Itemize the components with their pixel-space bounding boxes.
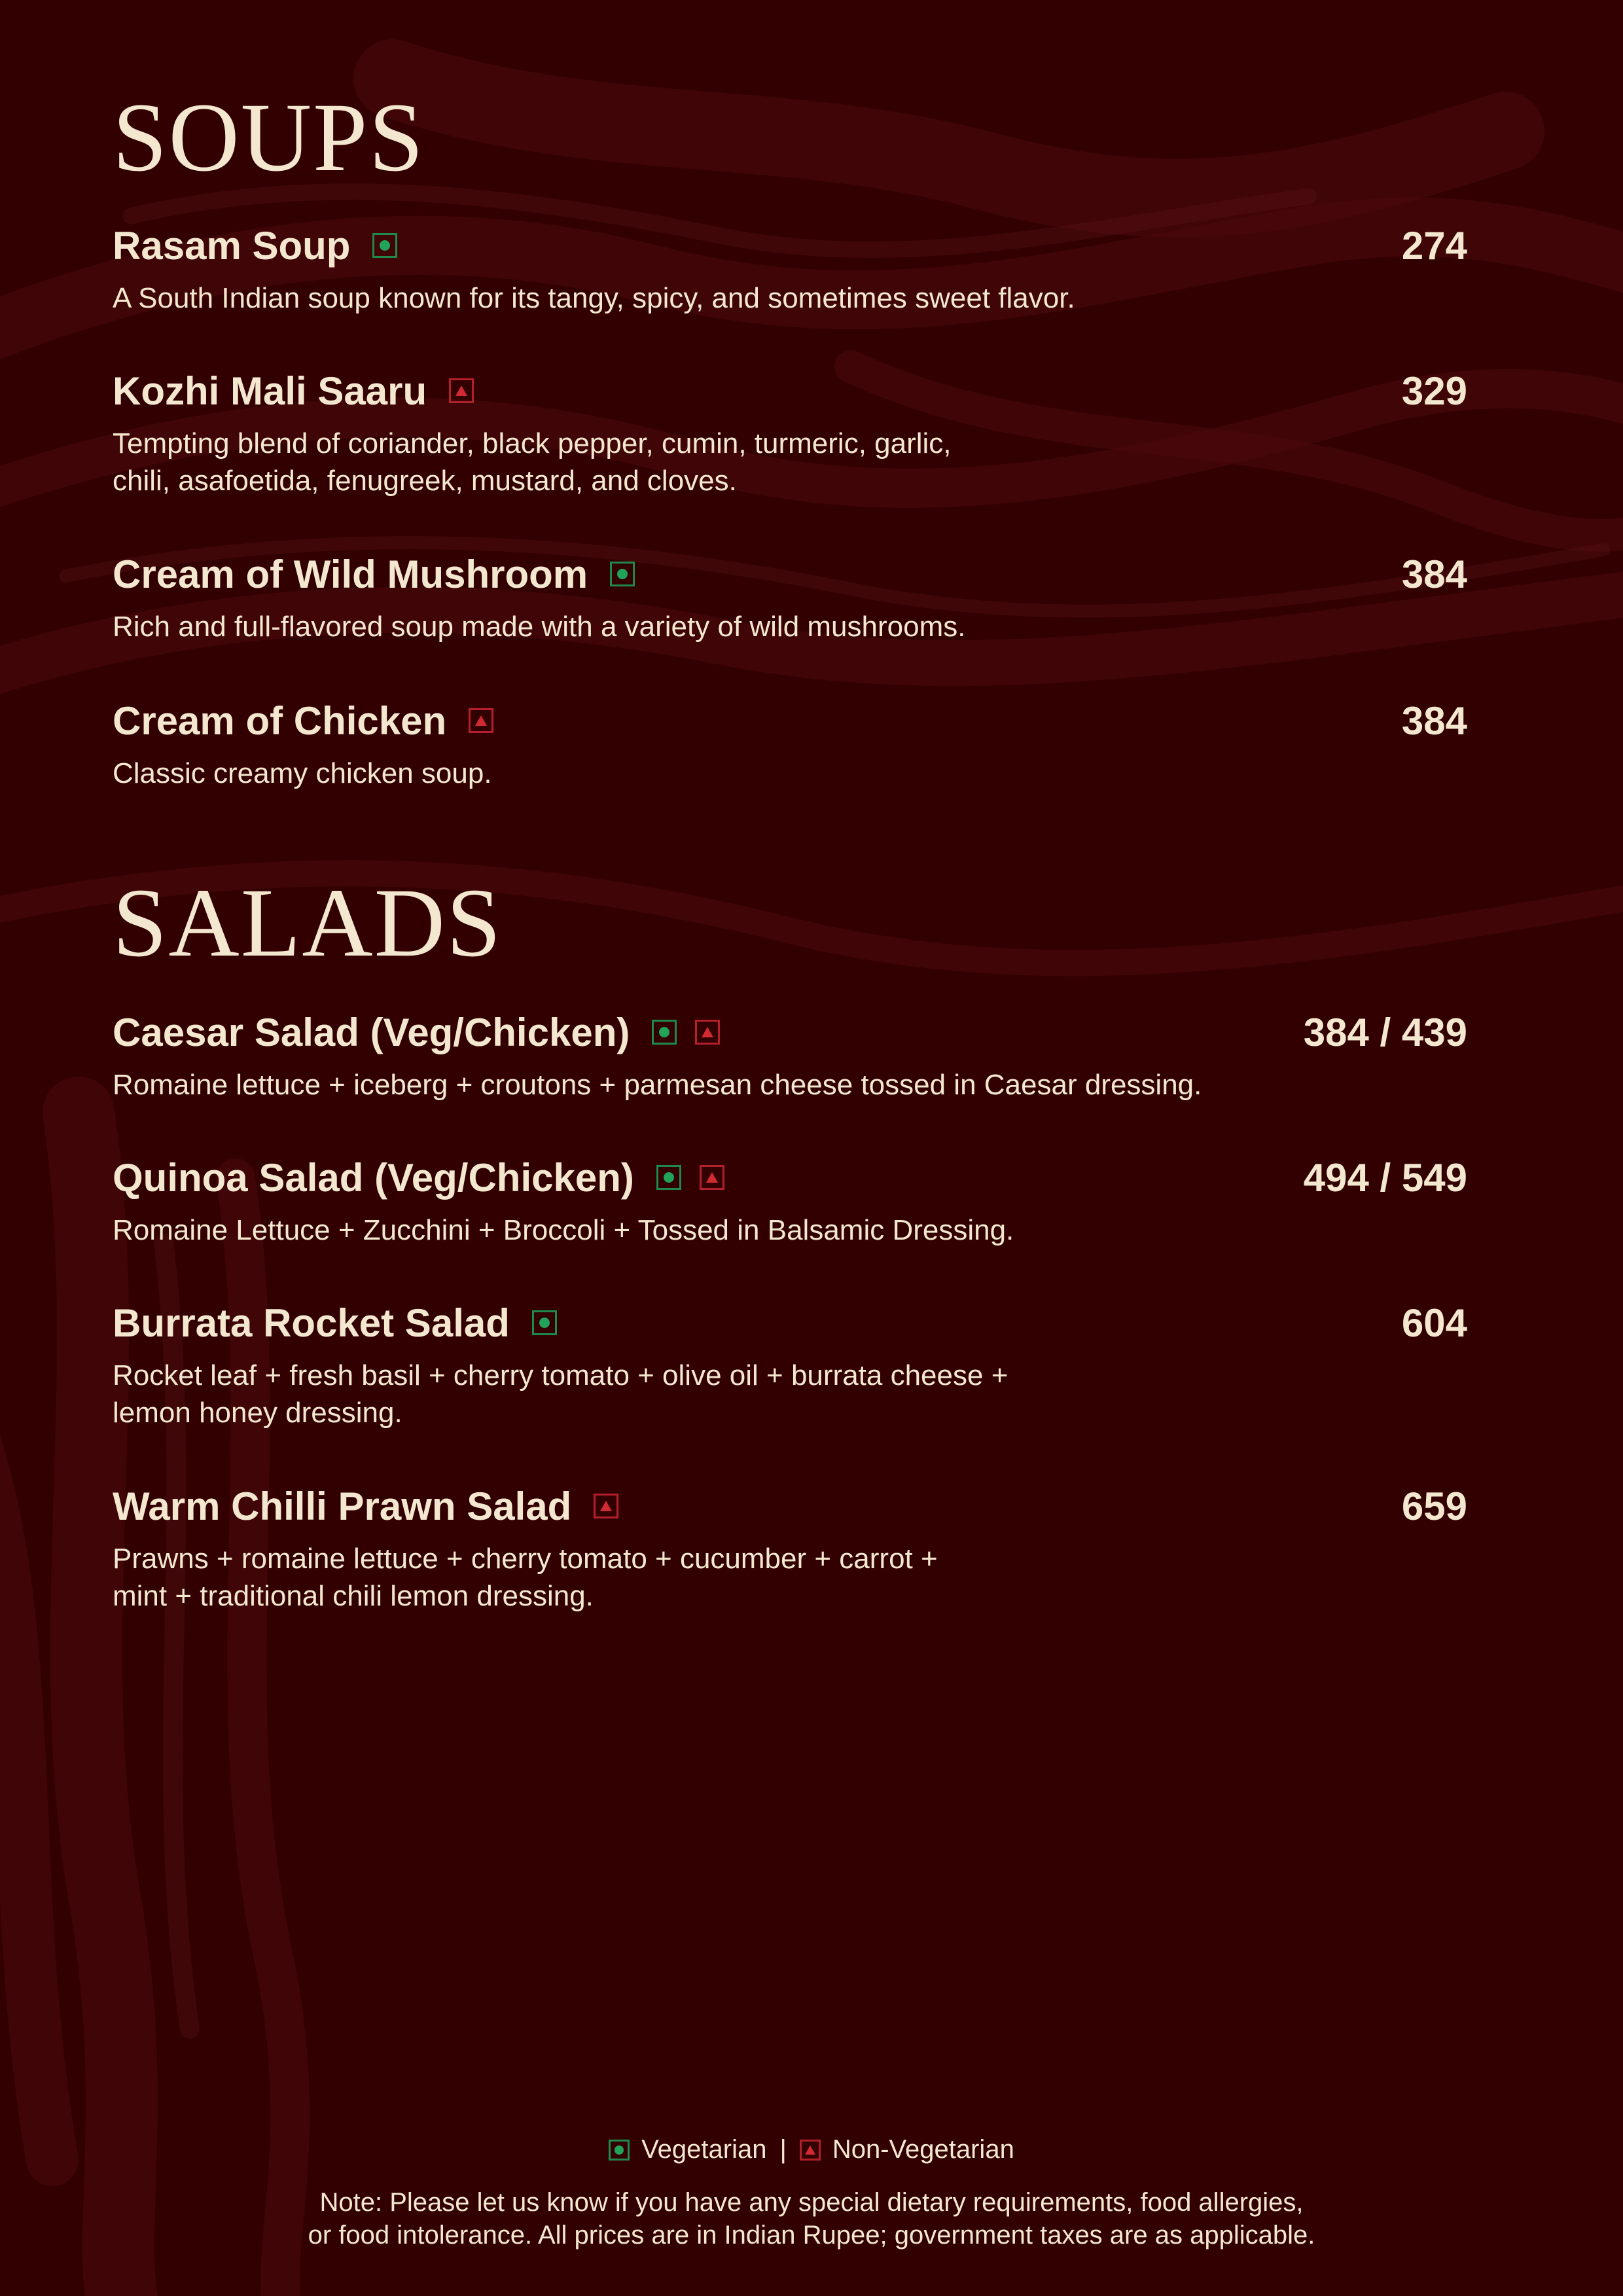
menu-item-price: 274 bbox=[1401, 223, 1467, 268]
menu-item-price: 659 bbox=[1401, 1484, 1467, 1528]
menu-item bbox=[113, 1006, 1467, 1103]
non-veg-icon bbox=[594, 1494, 618, 1518]
diet-legend bbox=[0, 2135, 1623, 2164]
legend-separator: | bbox=[779, 2135, 787, 2164]
menu-item-header bbox=[113, 694, 1467, 747]
menu-item bbox=[113, 219, 1467, 317]
menu-item-description: Prawns + romaine lettuce + cherry tomato + cucumber + carrot + mint + traditional chili lemon dressing. bbox=[113, 1543, 938, 1612]
menu-item-name: Burrata Rocket Salad bbox=[113, 1300, 510, 1345]
salads-section-title: SALADS bbox=[113, 869, 503, 977]
non-veg-icon bbox=[695, 1020, 720, 1045]
menu-item bbox=[113, 365, 1467, 499]
menu-item-name: Warm Chilli Prawn Salad bbox=[113, 1484, 572, 1528]
menu-item-description: Tempting blend of coriander, black pepper, cumin, turmeric, garlic, chili, asafoetida, fenugreek, mustard, and cloves. bbox=[113, 427, 952, 497]
menu-item-description: Romaine lettuce + iceberg + croutons + parmesan cheese tossed in Caesar dressing. bbox=[113, 1069, 1202, 1101]
menu-item bbox=[113, 548, 1467, 645]
menu-item-price: 604 bbox=[1401, 1300, 1467, 1345]
menu-item-name: Rasam Soup bbox=[113, 223, 351, 268]
menu-item-description: Rich and full-flavored soup made with a variety of wild mushrooms. bbox=[113, 611, 966, 643]
veg-icon bbox=[372, 233, 397, 258]
menu-item bbox=[113, 1480, 1467, 1615]
menu-item bbox=[113, 1151, 1467, 1249]
legend-nonveg-label: Non-Vegetarian bbox=[832, 2135, 1014, 2164]
menu-item bbox=[113, 694, 1467, 792]
veg-icon bbox=[609, 2140, 630, 2161]
non-veg-icon bbox=[700, 1165, 724, 1190]
menu-item-header bbox=[113, 1006, 1467, 1058]
menu-item-header bbox=[113, 1297, 1467, 1349]
veg-icon bbox=[532, 1310, 557, 1335]
non-veg-icon bbox=[449, 378, 474, 403]
menu-item-name: Cream of Chicken bbox=[113, 698, 447, 743]
menu-item-header bbox=[113, 1480, 1467, 1532]
non-veg-icon bbox=[469, 708, 493, 733]
veg-icon bbox=[652, 1020, 677, 1045]
non-veg-icon bbox=[800, 2140, 821, 2161]
menu-item-header bbox=[113, 1151, 1467, 1204]
dietary-note: Note: Please let us know if you have any special dietary requirements, food allergies, or food intolerance. All prices are in Indian Rupee; government taxes are as applicable. bbox=[308, 2188, 1315, 2250]
menu-item-name: Cream of Wild Mushroom bbox=[113, 552, 588, 596]
menu-item-description: Rocket leaf + fresh basil + cherry tomato + olive oil + burrata cheese + lemon honey dressing. bbox=[113, 1359, 1008, 1429]
menu-item-name: Caesar Salad (Veg/Chicken) bbox=[113, 1010, 630, 1054]
menu-item-header bbox=[113, 548, 1467, 600]
soups-section-title: SOUPS bbox=[113, 83, 425, 192]
menu-item-price: 329 bbox=[1401, 368, 1467, 413]
menu-item-name: Quinoa Salad (Veg/Chicken) bbox=[113, 1155, 634, 1200]
menu-item-description: Classic creamy chicken soup. bbox=[113, 757, 492, 789]
menu-item-price: 384 bbox=[1401, 552, 1467, 596]
veg-icon bbox=[656, 1165, 681, 1190]
menu-item-header bbox=[113, 219, 1467, 272]
menu-item-header bbox=[113, 365, 1467, 417]
menu-item-description: Romaine Lettuce + Zucchini + Broccoli + Tossed in Balsamic Dressing. bbox=[113, 1214, 1014, 1246]
menu-item-description: A South Indian soup known for its tangy, spicy, and sometimes sweet flavor. bbox=[113, 282, 1075, 314]
veg-icon bbox=[610, 562, 635, 586]
menu-item-price: 384 bbox=[1401, 698, 1467, 743]
menu-item-name: Kozhi Mali Saaru bbox=[113, 368, 427, 413]
menu-item-price: 494 / 549 bbox=[1303, 1155, 1467, 1200]
menu-item-price: 384 / 439 bbox=[1303, 1010, 1467, 1054]
menu-item bbox=[113, 1297, 1467, 1431]
legend-veg-label: Vegetarian bbox=[641, 2135, 767, 2164]
